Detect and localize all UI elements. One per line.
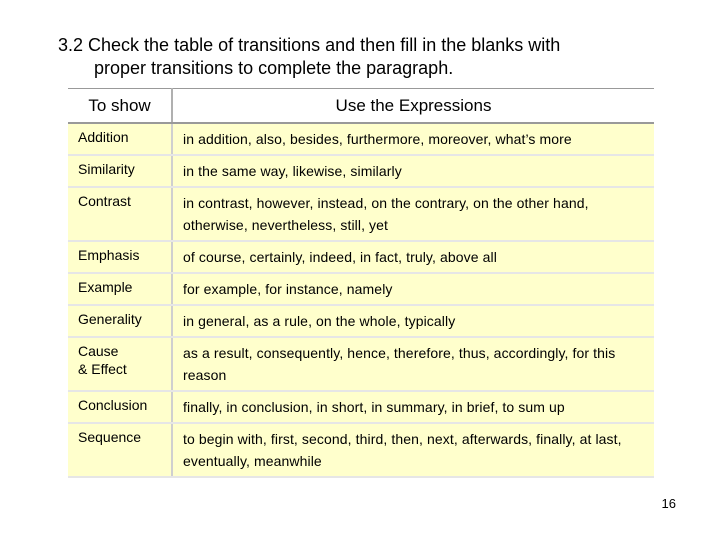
expressions-cell: for example, for instance, namely — [172, 273, 654, 305]
expressions-cell: in general, as a rule, on the whole, typically — [172, 305, 654, 337]
instructions-line-1: 3.2 Check the table of transitions and then fill in the blanks with — [58, 35, 561, 55]
category-cell: Contrast — [68, 187, 172, 241]
expressions-cell: in contrast, however, instead, on the contrary, on the other hand, otherwise, nevertheless, still, yet — [172, 187, 654, 241]
table-row — [68, 241, 654, 273]
table-row — [68, 187, 654, 241]
header-to-show: To show — [68, 89, 172, 124]
expressions-cell: to begin with, first, second, third, then, next, afterwards, finally, at last, eventually, meanwhile — [172, 423, 654, 477]
page-number: 16 — [661, 496, 676, 511]
expressions-cell: finally, in conclusion, in short, in summary, in brief, to sum up — [172, 391, 654, 423]
category-cell: Generality — [68, 305, 172, 337]
table-row — [68, 155, 654, 187]
table-row — [68, 123, 654, 155]
expressions-cell: of course, certainly, indeed, in fact, truly, above all — [172, 241, 654, 273]
category-cell: Example — [68, 273, 172, 305]
table-row — [68, 391, 654, 423]
header-use-expressions: Use the Expressions — [172, 89, 654, 124]
instructions-line-2: proper transitions to complete the paragraph. — [94, 58, 454, 78]
table-row — [68, 423, 654, 477]
category-cell: Addition — [68, 123, 172, 155]
expressions-cell: as a result, consequently, hence, therefore, thus, accordingly, for this reason — [172, 337, 654, 391]
transitions-table — [68, 88, 654, 478]
table-row — [68, 337, 654, 391]
category-cell: Sequence — [68, 423, 172, 477]
table-row — [68, 305, 654, 337]
category-cell: Conclusion — [68, 391, 172, 423]
table-header-row — [68, 89, 654, 124]
exercise-instructions — [58, 34, 658, 80]
expressions-cell: in addition, also, besides, furthermore, moreover, what’s more — [172, 123, 654, 155]
expressions-cell: in the same way, likewise, similarly — [172, 155, 654, 187]
category-cell: Emphasis — [68, 241, 172, 273]
category-cell: Similarity — [68, 155, 172, 187]
table-row — [68, 273, 654, 305]
category-cell: Cause & Effect — [68, 337, 172, 391]
